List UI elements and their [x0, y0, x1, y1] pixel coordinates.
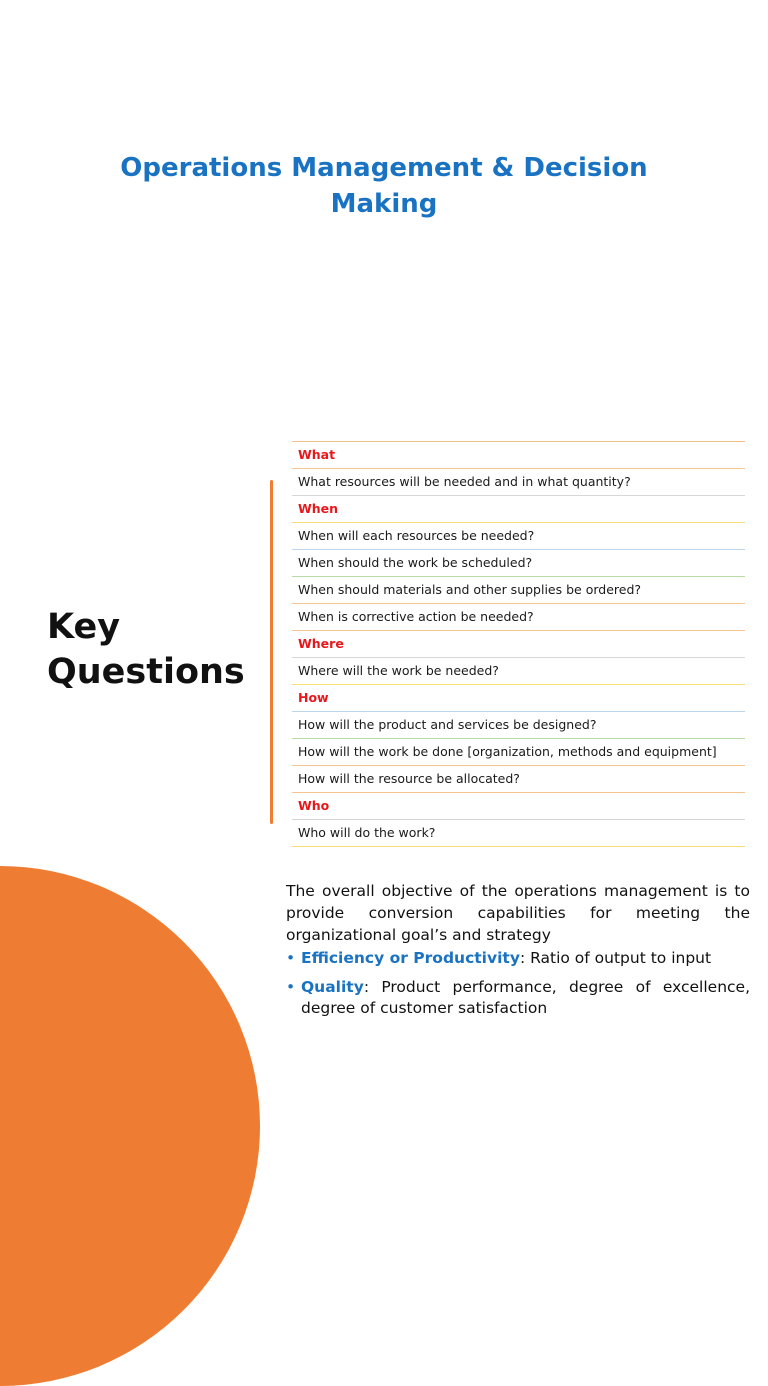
question-category: Who	[292, 793, 745, 820]
bullet-list	[286, 948, 750, 1027]
question-row: What resources will be needed and in what quantity?	[292, 469, 745, 496]
question-row: Who will do the work?	[292, 820, 745, 847]
page-title	[100, 150, 668, 222]
question-category: Where	[292, 631, 745, 658]
bullet-term: Efficiency or Productivity	[301, 949, 520, 967]
question-row: When will each resources be needed?	[292, 523, 745, 550]
bullet-desc: : Ratio of output to input	[519, 949, 712, 967]
question-category: When	[292, 496, 745, 523]
bullet-term: Quality	[301, 978, 364, 996]
key-questions-line-2: Questions	[47, 652, 245, 692]
bullet-icon: •	[286, 978, 296, 996]
bullet-icon: •	[286, 949, 296, 967]
bullet-desc: : Product performance, degree of excellence, degree of customer satisfaction	[301, 978, 750, 1017]
question-category: How	[292, 685, 745, 712]
question-category: What	[292, 442, 745, 469]
title-line-2: Making	[330, 189, 438, 219]
orange-divider-line	[270, 480, 273, 824]
question-row: When is corrective action be needed?	[292, 604, 745, 631]
question-row: Where will the work be needed?	[292, 658, 745, 685]
question-row: How will the product and services be designed?	[292, 712, 745, 739]
question-row: When should materials and other supplies be ordered?	[292, 577, 745, 604]
key-questions-heading	[47, 605, 245, 695]
question-row: How will the work be done [organization, methods and equipment]	[292, 739, 745, 766]
bullet-efficiency	[286, 948, 750, 969]
questions-table	[292, 441, 745, 847]
question-row: How will the resource be allocated?	[292, 766, 745, 793]
key-questions-line-1: Key	[47, 607, 121, 647]
bullet-quality	[286, 977, 750, 1019]
orange-circle-decoration	[0, 866, 260, 1386]
title-line-1: Operations Management & Decision	[120, 153, 648, 183]
objective-paragraph: The overall objective of the operations management is to provide conversion capabilities for meeting the organizational goal’s and strategy	[286, 882, 750, 944]
question-row: When should the work be scheduled?	[292, 550, 745, 577]
